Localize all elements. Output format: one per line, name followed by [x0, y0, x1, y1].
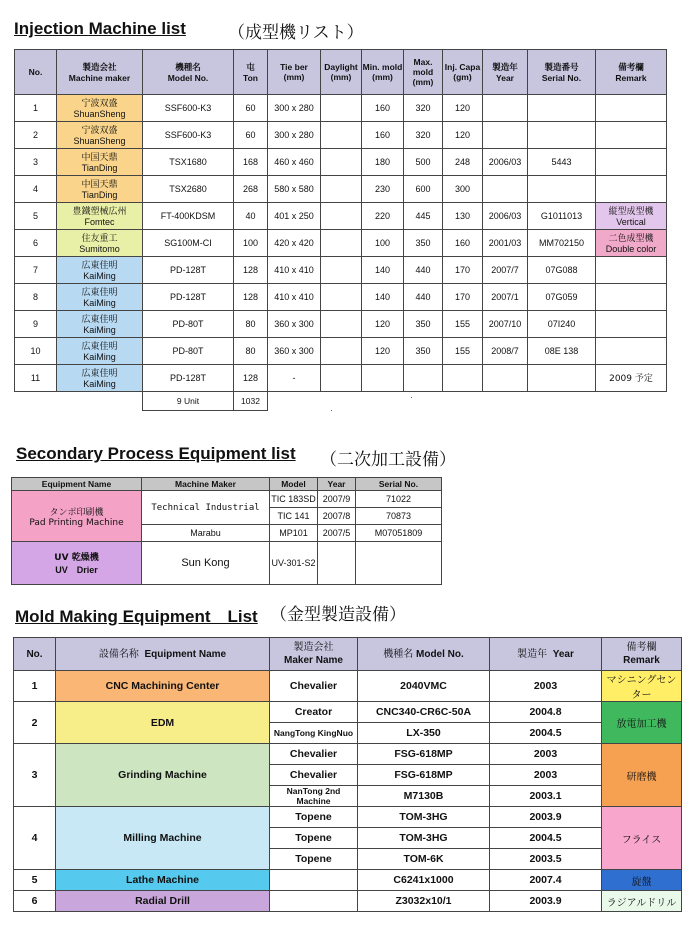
cell-serial: [528, 122, 596, 149]
cell-tie: 460 x 460: [268, 149, 321, 176]
cell-remark: [596, 95, 667, 122]
table-row: [15, 257, 667, 284]
sec-model: MP101: [270, 525, 318, 542]
col-model: 機種名 Model No.: [143, 50, 234, 95]
cell-max-mold: 350: [404, 338, 443, 365]
equipment-name: Milling Machine: [56, 807, 270, 870]
model-no: CNC340-CR6C-50A: [358, 702, 490, 723]
table-row: [15, 338, 667, 365]
cell-model: TSX1680: [143, 149, 234, 176]
cell-year: 2007/1: [483, 284, 528, 311]
cell-year: [483, 95, 528, 122]
table-row: [15, 230, 667, 257]
cell-min-mold: 230: [362, 176, 404, 203]
equipment-name: EDM: [56, 702, 270, 744]
cell-ton: 168: [234, 149, 268, 176]
cell-min-mold: [362, 365, 404, 392]
cell-remark: [596, 284, 667, 311]
equipment-name: Radial Drill: [56, 891, 270, 912]
cell-daylight: [321, 149, 362, 176]
sec-col-maker: Machine Maker: [142, 478, 270, 491]
cell-max-mold: 320: [404, 122, 443, 149]
table-row: [15, 149, 667, 176]
model-no: M7130B: [358, 786, 490, 807]
table-row: [12, 491, 442, 508]
col-no: No.: [15, 50, 57, 95]
cell-daylight: [321, 122, 362, 149]
cell-ton: 60: [234, 122, 268, 149]
cell-min-mold: 220: [362, 203, 404, 230]
cell-min-mold: 160: [362, 95, 404, 122]
col-inj-capa: Inj. Capa (gm): [443, 50, 483, 95]
cell-inj-capa: 120: [443, 95, 483, 122]
year: 2004.5: [490, 828, 602, 849]
cell-maker: 宁波双盛 ShuanSheng: [57, 95, 143, 122]
model-no: LX-350: [358, 723, 490, 744]
mold-no: 5: [14, 870, 56, 891]
model-no: 2040VMC: [358, 671, 490, 702]
remark: ラジアルドリル: [602, 891, 682, 912]
cell-year: 2006/03: [483, 149, 528, 176]
cell-remark: 2009 予定: [596, 365, 667, 392]
cell-remark: [596, 338, 667, 365]
cell-min-mold: 140: [362, 284, 404, 311]
col-remark: 備考欄 Remark: [596, 50, 667, 95]
cell-inj-capa: 130: [443, 203, 483, 230]
sec-model: TIC 183SD: [270, 491, 318, 508]
cell-max-mold: 500: [404, 149, 443, 176]
table-row: [14, 891, 682, 912]
cell-maker: 広東佳明 KaiMing: [57, 338, 143, 365]
maker-name: Topene: [270, 828, 358, 849]
maker-name: NanTong 2nd Machine: [270, 786, 358, 807]
remark: フライス: [602, 807, 682, 870]
cell-inj-capa: [443, 365, 483, 392]
cell-no: 9: [15, 311, 57, 338]
cell-tie: -: [268, 365, 321, 392]
pad-printing-cell: タンポ印刷機 Pad Printing Machine: [12, 491, 142, 542]
cell-year: 2008/7: [483, 338, 528, 365]
cell-maker: 広東佳明 KaiMing: [57, 284, 143, 311]
cell-tie: 360 x 300: [268, 338, 321, 365]
injection-table: [14, 49, 667, 411]
sec-col-year: Year: [318, 478, 356, 491]
sec-col-model: Model: [270, 478, 318, 491]
cell-year: 2007/10: [483, 311, 528, 338]
cell-serial: MM702150: [528, 230, 596, 257]
cell-remark: 二色成型機 Double color: [596, 230, 667, 257]
col-max-mold: Max. mold (mm): [404, 50, 443, 95]
cell-model: PD-80T: [143, 338, 234, 365]
cell-remark: [596, 149, 667, 176]
cell-max-mold: [404, 365, 443, 392]
cell-daylight: [321, 230, 362, 257]
injection-title: Injection Machine list: [14, 19, 186, 38]
cell-serial: [528, 95, 596, 122]
year: 2003: [490, 765, 602, 786]
cell-serial: G1011013: [528, 203, 596, 230]
cell-no: 11: [15, 365, 57, 392]
cell-daylight: [321, 203, 362, 230]
cell-remark: [596, 257, 667, 284]
cell-min-mold: 100: [362, 230, 404, 257]
mold-no: 2: [14, 702, 56, 744]
remark: 研磨機: [602, 744, 682, 807]
sec-maker: Marabu: [142, 525, 270, 542]
maker-name: [270, 891, 358, 912]
sec-year: 2007/5: [318, 525, 356, 542]
mold-subtitle: （金型製造設備）: [270, 605, 406, 625]
cell-year: [483, 176, 528, 203]
secondary-header-row: [12, 478, 442, 491]
model-no: FSG-618MP: [358, 765, 490, 786]
cell-model: PD-80T: [143, 311, 234, 338]
mold-no: 4: [14, 807, 56, 870]
table-row: [15, 203, 667, 230]
injection-total-row: [15, 392, 667, 411]
cell-ton: 128: [234, 284, 268, 311]
cell-ton: 128: [234, 257, 268, 284]
model-no: TOM-3HG: [358, 807, 490, 828]
cell-daylight: [321, 284, 362, 311]
sec-model: TIC 141: [270, 508, 318, 525]
cell-daylight: [321, 311, 362, 338]
mold-col-maker: 製造会社 Maker Name: [270, 638, 358, 671]
table-row: [14, 807, 682, 828]
sec-col-serial: Serial No.: [356, 478, 442, 491]
cell-ton: 100: [234, 230, 268, 257]
table-row: [15, 311, 667, 338]
mold-table: [13, 637, 682, 912]
secondary-title: Secondary Process Equipment list: [16, 444, 296, 463]
cell-tie: 300 x 280: [268, 95, 321, 122]
mold-no: 6: [14, 891, 56, 912]
cell-ton: 128: [234, 365, 268, 392]
sec-serial: 70873: [356, 508, 442, 525]
cell-serial: [528, 176, 596, 203]
cell-maker: 住友重工 Sumitomo: [57, 230, 143, 257]
table-row: [12, 542, 442, 585]
cell-inj-capa: 155: [443, 311, 483, 338]
cell-max-mold: 445: [404, 203, 443, 230]
cell-model: TSX2680: [143, 176, 234, 203]
col-maker: 製造会社 Machine maker: [57, 50, 143, 95]
cell-min-mold: 160: [362, 122, 404, 149]
cell-maker: 豊鐵塑械広州 Fomtec: [57, 203, 143, 230]
cell-year: [483, 122, 528, 149]
maker-name: [270, 870, 358, 891]
cell-serial: [528, 365, 596, 392]
model-no: TOM-6K: [358, 849, 490, 870]
year: 2003: [490, 744, 602, 765]
mold-no: 1: [14, 671, 56, 702]
mold-no: 3: [14, 744, 56, 807]
cell-ton: 268: [234, 176, 268, 203]
cell-max-mold: 350: [404, 311, 443, 338]
maker-name: Creator: [270, 702, 358, 723]
injection-header-row: [15, 50, 667, 95]
table-row: [14, 671, 682, 702]
cell-model: PD-128T: [143, 365, 234, 392]
table-row: [15, 122, 667, 149]
uv-drier-cell: UV 乾燥機 UV Drier: [12, 542, 142, 585]
sec-year: 2007/9: [318, 491, 356, 508]
cell-year: 2006/03: [483, 203, 528, 230]
mold-header-row: [14, 638, 682, 671]
cell-model: FT-400KDSM: [143, 203, 234, 230]
cell-ton: 40: [234, 203, 268, 230]
equipment-name: CNC Machining Center: [56, 671, 270, 702]
table-row: [15, 95, 667, 122]
remark: 旋盤: [602, 870, 682, 891]
maker-name: Chevalier: [270, 671, 358, 702]
remark: マシニングセンター: [602, 671, 682, 702]
cell-inj-capa: 155: [443, 338, 483, 365]
cell-inj-capa: 170: [443, 257, 483, 284]
sec-year: [318, 542, 356, 585]
cell-year: 2001/03: [483, 230, 528, 257]
cell-no: 8: [15, 284, 57, 311]
col-ton: 屯 Ton: [234, 50, 268, 95]
cell-tie: 401 x 250: [268, 203, 321, 230]
cell-ton: 80: [234, 311, 268, 338]
mold-title: Mold Making Equipment List: [15, 607, 258, 626]
col-tie: Tie ber (mm): [268, 50, 321, 95]
sec-serial: M07051809: [356, 525, 442, 542]
cell-model: SSF600-K3: [143, 95, 234, 122]
cell-no: 6: [15, 230, 57, 257]
year: 2003.1: [490, 786, 602, 807]
cell-model: PD-128T: [143, 257, 234, 284]
cell-max-mold: 600: [404, 176, 443, 203]
table-row: [15, 176, 667, 203]
total-units: 9 Unit: [143, 392, 234, 411]
cell-no: 5: [15, 203, 57, 230]
cell-max-mold: 440: [404, 284, 443, 311]
cell-no: 7: [15, 257, 57, 284]
cell-remark: [596, 122, 667, 149]
table-row: [14, 702, 682, 723]
cell-min-mold: 120: [362, 311, 404, 338]
cell-inj-capa: 248: [443, 149, 483, 176]
cell-inj-capa: 160: [443, 230, 483, 257]
cell-year: [483, 365, 528, 392]
cell-serial: 07G088: [528, 257, 596, 284]
cell-daylight: [321, 95, 362, 122]
cell-remark: [596, 311, 667, 338]
sec-model: UV-301-S2: [270, 542, 318, 585]
cell-tie: 300 x 280: [268, 122, 321, 149]
year: 2003.9: [490, 807, 602, 828]
col-serial: 製造番号 Serial No.: [528, 50, 596, 95]
cell-min-mold: 140: [362, 257, 404, 284]
sec-serial: [356, 542, 442, 585]
cell-model: PD-128T: [143, 284, 234, 311]
cell-ton: 60: [234, 95, 268, 122]
cell-tie: 410 x 410: [268, 284, 321, 311]
maker-name: Topene: [270, 807, 358, 828]
model-no: FSG-618MP: [358, 744, 490, 765]
sec-serial: 71022: [356, 491, 442, 508]
col-min-mold: Min. mold (mm): [362, 50, 404, 95]
cell-daylight: [321, 257, 362, 284]
sec-maker: Technical Industrial: [142, 491, 270, 525]
injection-subtitle: （成型機リスト）: [228, 23, 364, 43]
model-no: Z3032x10/1: [358, 891, 490, 912]
mold-col-remark: 備考欄 Remark: [602, 638, 682, 671]
year: 2004.8: [490, 702, 602, 723]
model-no: TOM-3HG: [358, 828, 490, 849]
year: 2003.9: [490, 891, 602, 912]
year: 2007.4: [490, 870, 602, 891]
scan-dot: ·: [330, 405, 333, 415]
cell-daylight: [321, 338, 362, 365]
cell-max-mold: 350: [404, 230, 443, 257]
cell-tie: 580 x 580: [268, 176, 321, 203]
cell-no: 4: [15, 176, 57, 203]
remark: 放電加工機: [602, 702, 682, 744]
secondary-subtitle: （二次加工設備）: [320, 450, 456, 470]
year: 2003.5: [490, 849, 602, 870]
cell-model: SSF600-K3: [143, 122, 234, 149]
mold-col-year: 製造年 Year: [490, 638, 602, 671]
cell-maker: 広東佳明 KaiMing: [57, 365, 143, 392]
cell-daylight: [321, 365, 362, 392]
cell-remark: [596, 176, 667, 203]
cell-max-mold: 440: [404, 257, 443, 284]
maker-name: Topene: [270, 849, 358, 870]
cell-serial: 5443: [528, 149, 596, 176]
cell-inj-capa: 120: [443, 122, 483, 149]
cell-year: 2007/7: [483, 257, 528, 284]
maker-name: NangTong KingNuo: [270, 723, 358, 744]
cell-ton: 80: [234, 338, 268, 365]
equipment-name: Lathe Machine: [56, 870, 270, 891]
cell-no: 1: [15, 95, 57, 122]
table-row: [14, 870, 682, 891]
cell-serial: 07I240: [528, 311, 596, 338]
cell-no: 10: [15, 338, 57, 365]
maker-name: Chevalier: [270, 765, 358, 786]
sec-col-name: Equipment Name: [12, 478, 142, 491]
secondary-table: [11, 477, 442, 585]
cell-serial: 08E 138: [528, 338, 596, 365]
cell-inj-capa: 300: [443, 176, 483, 203]
cell-tie: 410 x 410: [268, 257, 321, 284]
year: 2003: [490, 671, 602, 702]
cell-maker: 宁波双盛 ShuanSheng: [57, 122, 143, 149]
col-year: 製造年 Year: [483, 50, 528, 95]
model-no: C6241x1000: [358, 870, 490, 891]
year: 2004.5: [490, 723, 602, 744]
cell-maker: 中国天鼎 TianDing: [57, 176, 143, 203]
mold-col-name: 設備名称 Equipment Name: [56, 638, 270, 671]
cell-no: 3: [15, 149, 57, 176]
sec-maker: Sun Kong: [142, 542, 270, 585]
mold-col-model: 機種名 Model No.: [358, 638, 490, 671]
cell-daylight: [321, 176, 362, 203]
maker-name: Chevalier: [270, 744, 358, 765]
mold-col-no: No.: [14, 638, 56, 671]
cell-min-mold: 180: [362, 149, 404, 176]
cell-max-mold: 320: [404, 95, 443, 122]
table-row: [15, 365, 667, 392]
table-row: [15, 284, 667, 311]
cell-tie: 420 x 420: [268, 230, 321, 257]
cell-remark: 縦型成型機 Vertical: [596, 203, 667, 230]
table-row: [14, 744, 682, 765]
cell-no: 2: [15, 122, 57, 149]
cell-serial: 07G059: [528, 284, 596, 311]
cell-maker: 広東佳明 KaiMing: [57, 311, 143, 338]
cell-model: SG100M-CI: [143, 230, 234, 257]
equipment-name: Grinding Machine: [56, 744, 270, 807]
col-daylight: Daylight (mm): [321, 50, 362, 95]
sec-year: 2007/8: [318, 508, 356, 525]
cell-maker: 広東佳明 KaiMing: [57, 257, 143, 284]
cell-tie: 360 x 300: [268, 311, 321, 338]
total-ton: 1032: [234, 392, 268, 411]
cell-maker: 中国天鼎 TianDing: [57, 149, 143, 176]
cell-min-mold: 120: [362, 338, 404, 365]
scan-dot: ·: [410, 392, 413, 402]
cell-inj-capa: 170: [443, 284, 483, 311]
